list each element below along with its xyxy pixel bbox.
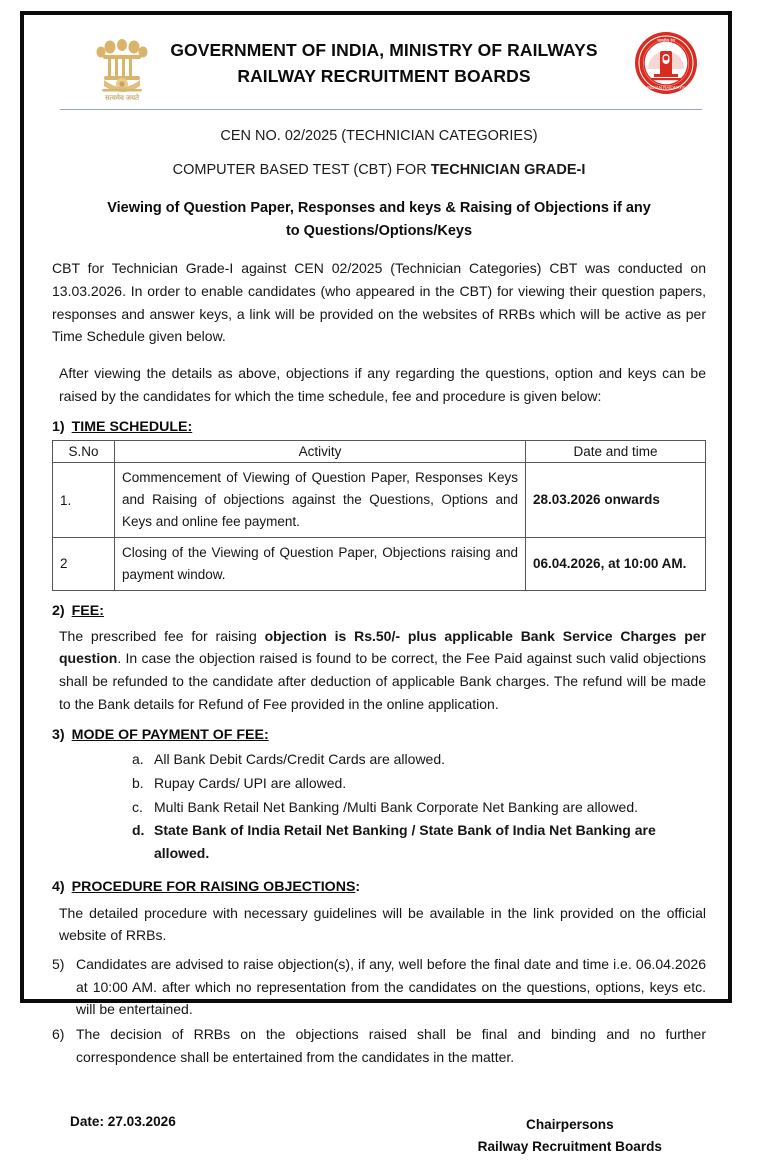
list-item-label: Rupay Cards/ UPI are allowed. bbox=[154, 775, 347, 792]
indian-railways-logo-icon bbox=[634, 31, 698, 95]
fee-text-bold: objection is Rs.50/- plus applicable Bank Service Charges per question bbox=[59, 627, 706, 667]
list-item-marker: a. bbox=[132, 751, 144, 768]
notice-body bbox=[24, 15, 728, 1154]
intro-paragraph-2: After viewing the details as above, objections if any regarding the questions, option and keys can be raised by the candidates for which the time schedule, fee and procedure is given below: bbox=[59, 365, 706, 404]
list-item-label: State Bank of India Retail Net Banking / State Bank of India Net Banking are allowed. bbox=[154, 822, 656, 862]
section-label-procedure: PROCEDURE FOR RAISING OBJECTIONS bbox=[71, 878, 356, 895]
svg-text:भारतीय रेल: भारतीय रेल bbox=[656, 38, 676, 43]
list-item-label: All Bank Debit Cards/Credit Cards are allowed. bbox=[154, 751, 446, 768]
intro-paragraph-1: CBT for Technician Grade-I against CEN 02/2025 (Technician Categories) CBT was conducted on 13.03.2026. In order to enable candidates (who appeared in the CBT) for viewing their question papers, responses and answer keys, a link will be provided on the websites of RRBs which will be active as per Time Schedule given below. bbox=[52, 260, 706, 345]
footer-signature-line-1: Chairpersons bbox=[526, 1117, 614, 1133]
section-heading-procedure bbox=[52, 879, 706, 895]
list-item bbox=[132, 819, 706, 864]
india-national-emblem-icon bbox=[92, 31, 152, 103]
document-footer bbox=[52, 1114, 706, 1166]
section-label-fee: FEE: bbox=[71, 602, 104, 619]
clause-6 bbox=[52, 1023, 706, 1068]
clause-6-text: The decision of RRBs on the objections raised shall be final and binding and no further correspondence shall be entertained from the candidates in the matter. bbox=[76, 1026, 706, 1065]
clause-5-text: Candidates are advised to raise objection(s), if any, well before the final date and time i.e. 06.04.2026 at 10:00 AM. after which no representation from the candidates on the questions, options, keys etc. will be entertained. bbox=[76, 956, 706, 1018]
list-item-marker: d. bbox=[132, 822, 145, 839]
cell-date: 06.04.2026, at 10:00 AM. bbox=[526, 537, 706, 590]
procedure-paragraph: The detailed procedure with necessary guidelines will be available in the link provided on the official website of RRBs. bbox=[59, 904, 706, 944]
clause-5-number: 5) bbox=[52, 956, 65, 973]
svg-text:सत्यमेव जयते: सत्यमेव जयते bbox=[104, 95, 140, 102]
cell-date: 28.03.2026 onwards bbox=[526, 463, 706, 538]
svg-text:INDIAN RAILWAYS: INDIAN RAILWAYS bbox=[647, 85, 685, 90]
cbt-exam-grade: TECHNICIAN GRADE-I bbox=[430, 162, 586, 178]
section-heading-fee bbox=[52, 603, 706, 619]
section-heading-time-schedule bbox=[52, 419, 706, 435]
column-header-sno: S.No bbox=[53, 441, 115, 463]
list-item bbox=[132, 748, 706, 771]
list-item bbox=[132, 796, 706, 819]
cell-activity: Commencement of Viewing of Question Paper, Responses Keys and Raising of objections against the Questions, Options and Keys and online fee payment. bbox=[115, 463, 526, 538]
fee-text-part-1: The prescribed fee for raising bbox=[59, 627, 265, 644]
section-number-1: 1) bbox=[52, 419, 65, 436]
section-label-procedure-colon: : bbox=[355, 878, 361, 895]
cbt-exam-prefix: COMPUTER BASED TEST (CBT) FOR bbox=[172, 162, 431, 178]
footer-signature-line-2: Railway Recruitment Boards bbox=[477, 1138, 662, 1154]
table-row bbox=[53, 463, 706, 538]
header-divider bbox=[60, 109, 702, 110]
section-number-4: 4) bbox=[52, 878, 65, 895]
section-number-2: 2) bbox=[52, 602, 65, 619]
cell-sno: 2 bbox=[53, 537, 115, 590]
fee-text-part-2: . In case the objection raised is found to be correct, the Fee Paid against such valid objections shall be refunded to the candidate after deduction of applicable Bank charges. The refund will be made to the Bank details for Refund of Fee provided in the online application. bbox=[59, 650, 706, 712]
section-heading-mode-of-payment bbox=[52, 727, 706, 743]
notice-page bbox=[20, 11, 732, 1154]
fee-paragraph bbox=[52, 625, 706, 716]
time-schedule-table bbox=[52, 440, 706, 590]
notice-subject bbox=[52, 197, 706, 243]
payment-mode-list bbox=[52, 748, 706, 864]
cbt-exam-line bbox=[52, 162, 706, 178]
footer-signature bbox=[478, 1114, 662, 1156]
cell-sno: 1. bbox=[53, 463, 115, 538]
column-header-date: Date and time bbox=[526, 441, 706, 463]
clause-5 bbox=[52, 953, 706, 1021]
cell-activity: Closing of the Viewing of Question Paper, Objections raising and payment window. bbox=[115, 537, 526, 590]
list-item-label: Multi Bank Retail Net Banking /Multi Bank Corporate Net Banking are allowed. bbox=[154, 798, 639, 815]
table-header-row bbox=[53, 441, 706, 463]
cen-number-line: CEN NO. 02/2025 (TECHNICIAN CATEGORIES) bbox=[220, 128, 538, 144]
notice-subject-line-2: to Questions/Options/Keys bbox=[285, 223, 473, 240]
list-item-marker: c. bbox=[132, 798, 143, 815]
list-item bbox=[132, 772, 706, 795]
notice-subject-line-1: Viewing of Question Paper, Responses and keys & Raising of Objections if any bbox=[107, 200, 651, 216]
table-row bbox=[53, 537, 706, 590]
section-number-3: 3) bbox=[52, 727, 65, 744]
section-label-mode-of-payment: MODE OF PAYMENT OF FEE: bbox=[71, 727, 269, 744]
footer-date: Date: 27.03.2026 bbox=[70, 1114, 176, 1130]
section-label-time-schedule: TIME SCHEDULE: bbox=[71, 419, 193, 436]
clause-6-number: 6) bbox=[52, 1026, 65, 1043]
ministry-title-line-1: GOVERNMENT OF INDIA, MINISTRY OF RAILWAYS bbox=[170, 40, 598, 60]
document-masthead bbox=[52, 25, 706, 105]
list-item-marker: b. bbox=[132, 775, 144, 792]
ministry-title-line-2: RAILWAY RECRUITMENT BOARDS bbox=[237, 66, 531, 87]
column-header-activity: Activity bbox=[115, 441, 526, 463]
